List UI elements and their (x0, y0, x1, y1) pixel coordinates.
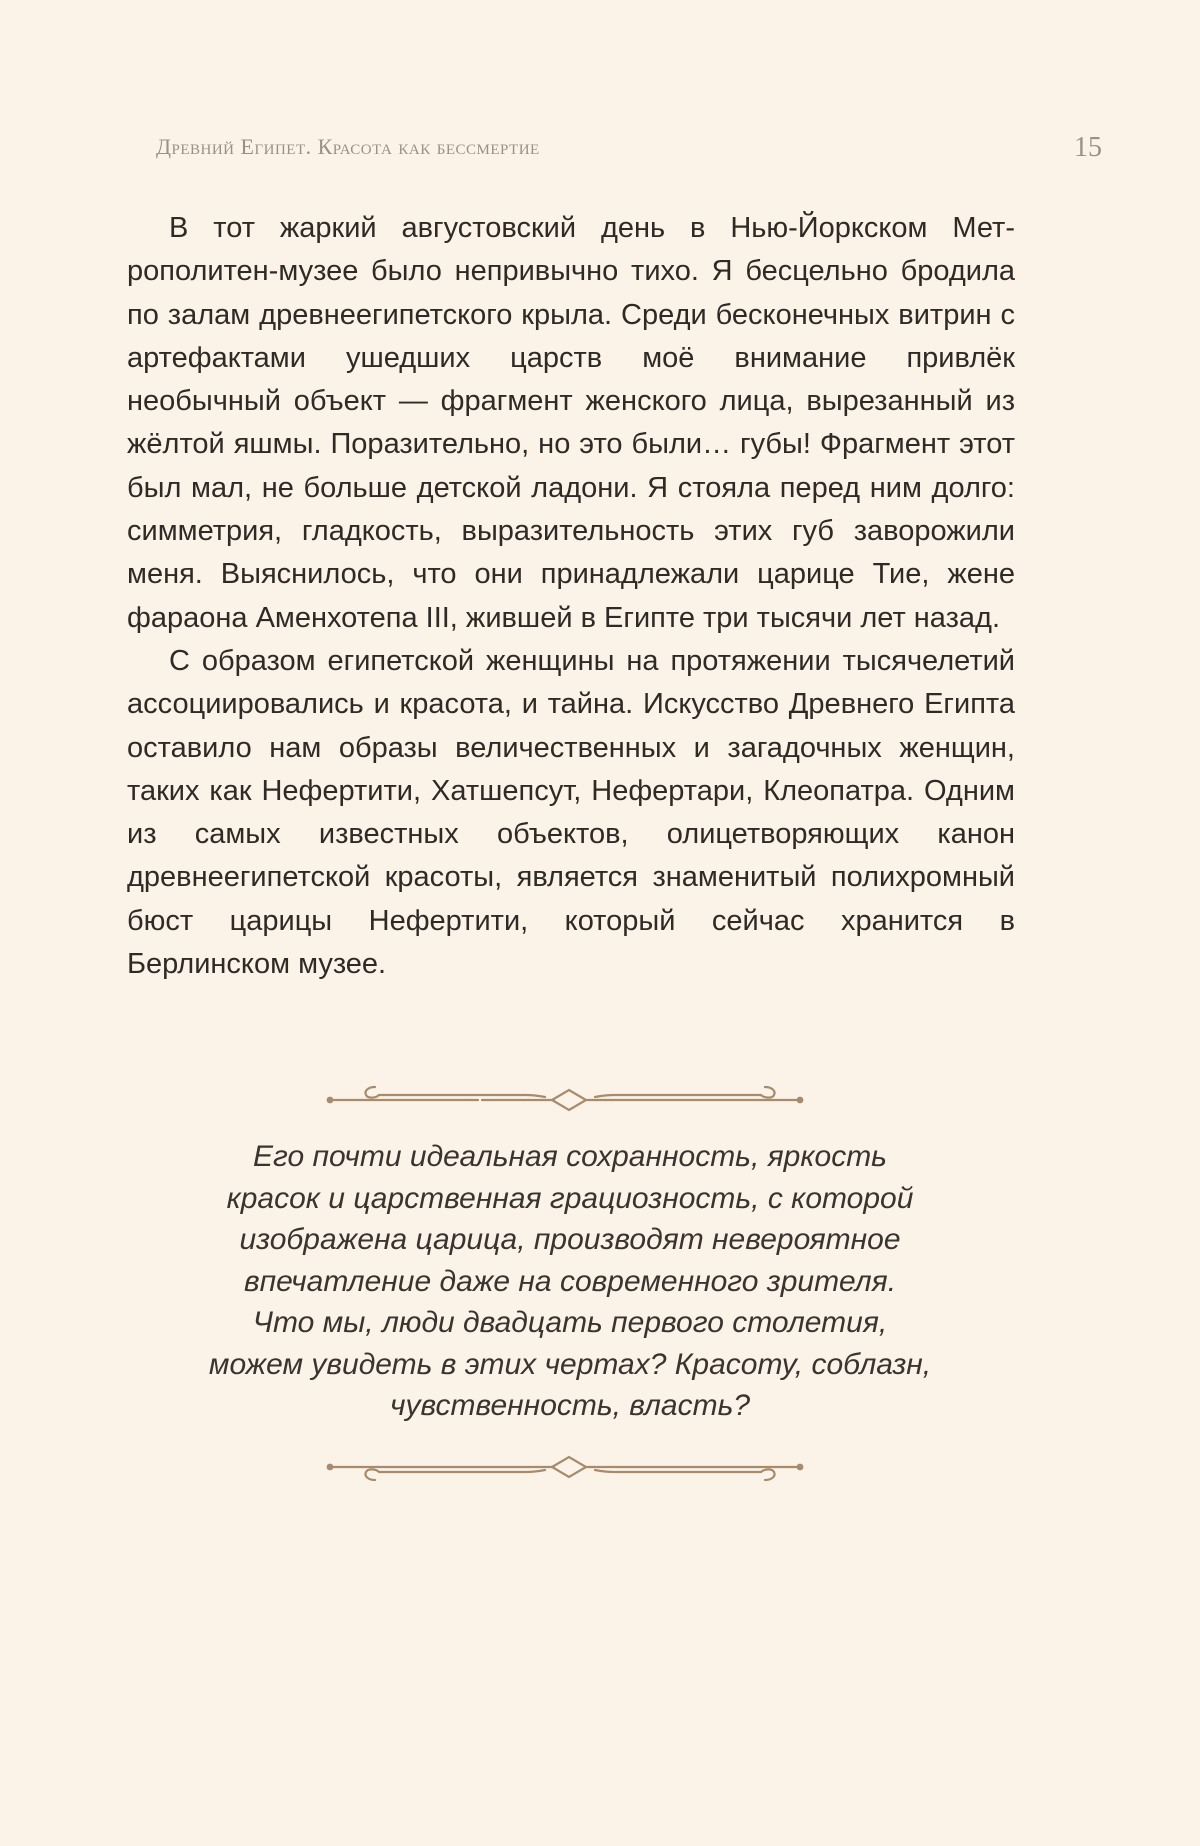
quote-line: красок и царственная грациозность, с которой (226, 1181, 914, 1215)
quote-line: впечатление даже на современного зрителя. (243, 1264, 897, 1298)
quote-line: изображена царица, производят невероятное (239, 1223, 901, 1256)
body-text (127, 207, 1015, 986)
running-head: Древний Египет. Красота как бессмертие (156, 134, 540, 159)
page-number: 15 (1074, 132, 1102, 163)
paragraph: С образом египетской женщины на протяжении тысячелетий ассоциировались и красота, и тайна. Искусство Древнего Египта оставило нам образы величественных и загадочных женщин, таких как Нефертити, Хатшепсут, Нефертари, Клеопатра. Одним из самых известных объектов, олицетворяющих канон древнеегипетской красоты, является знаменитый полихромный бюст царицы Нефертити, который сейчас хранится в Берлинском музее. (127, 644, 1015, 981)
paragraph: В тот жаркий августовский день в Нью-Йоркском Метрополитен-музее было непривычно тихо. Я бесцельно бродила по залам древнеегипетского крыла. Среди бесконечных витрин с артефактами ушедших царств моё внимание привлёк необычный объект — фрагмент женского лица, вырезанный из жёлтой яшмы. Поразительно, но это были… губы! Фрагмент этот был мал, не больше детской ладони. Я стояла перед ним долго: симметрия, гладкость, выразительность этих губ заворожили меня. Выяснилось, что они принадлежали царице Тие, жене фараона Аменхотепа III, жившей в Египте три тысячи лет назад. (127, 212, 1015, 634)
quote-line: чувственность, власть? (389, 1389, 751, 1422)
pull-quote (140, 1136, 1000, 1427)
scroll-divider-icon (320, 1073, 820, 1123)
quote-line: можем увидеть в этих чертах? Красоту, соблазн, (208, 1347, 932, 1381)
quote-line: Что мы, люди двадцать первого столетия, (252, 1306, 888, 1339)
scroll-divider-icon (320, 1444, 820, 1494)
quote-line: Его почти идеальная сохранность, яркость (253, 1140, 887, 1173)
